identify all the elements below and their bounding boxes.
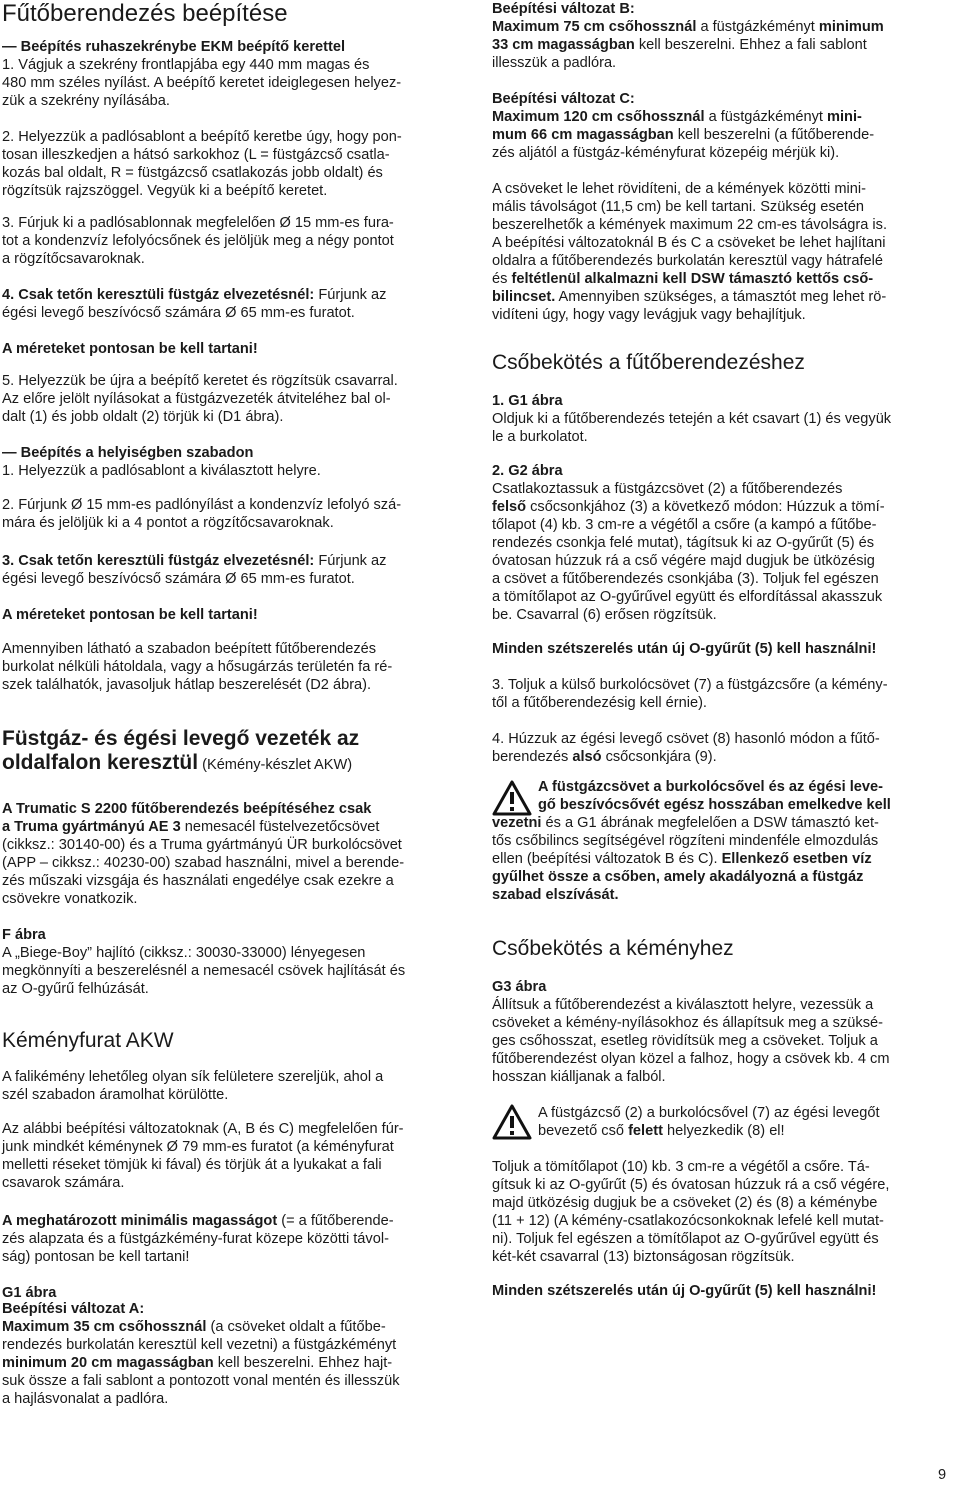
bold-text: minimum 20 cm magasságban [2,1355,214,1371]
text: berendezés [492,749,573,765]
text: Állítsuk a fűtőberendezést a kiválasztott helyre, vezessük a [492,997,874,1013]
left-text-line [2,444,253,462]
text: szek találhatók, javasoljuk hátlap beszerelését (D2 ábra). [2,677,372,693]
bold-text: Ellenkező esetben víz [721,851,872,867]
bold-text: Beépítési változat C: [492,91,635,107]
text: csavarok számára. [2,1175,125,1191]
text: az O-gyűrű felhúzását. [2,981,149,997]
right-text-line [492,588,882,606]
bold-text: Beépítési változat B: [492,1,635,17]
text: A falikémény lehetőleg olyan sík felületere szereljük, ahol a [2,1069,384,1085]
bold-text: 4. Csak tetőn keresztüli füstgáz elvezetésnél: [2,287,315,303]
text: a csövet a fűtőberendezés csonkjába (3). Toljuk fel egészen [492,571,879,587]
text: 2. Fúrjunk Ø 15 mm-es padlónyílást a kondenzvíz lefolyó szá- [2,497,402,513]
right-text-line [492,18,884,36]
right-text-line [492,886,619,904]
bold-text: — Beépítés a helyiségben szabadon [2,445,254,461]
text: melletti réseket tömjük ki fával) és törjük át a lyukakat a fali [2,1157,382,1173]
bold-text: 2. G2 ábra [492,463,563,479]
right-text-line [492,534,874,552]
text: ges csőhosszat, esetleg rövidítsük meg a csöveket. Toljuk a [492,1033,878,1049]
left-text-line [2,1212,394,1230]
text: illesszük a padlóra. [492,55,617,71]
right-text-line [492,730,880,748]
right-text-line [492,1158,870,1176]
text: Amennyiben szükséges, a támasztót meg lehet rö- [555,289,887,305]
left-text-line [2,514,334,532]
left-text-line [2,462,321,480]
text: zés műszaki vizsgája és használati engedélye csak ezekre a [2,873,394,889]
right-text-line [492,350,805,376]
right-text-line [492,814,879,832]
left-text-line [2,552,386,570]
bold-text: A méreteket pontosan be kell tartani! [2,341,258,357]
bold-text: G3 ábra [492,979,547,995]
text: fűtőberendezést olyan közel a falhoz, hogy a csövek kb. 4 cm [492,1051,890,1067]
right-text-line [538,778,883,796]
text: Toljuk a tömítőlapot (10) kb. 3 cm-re a végétől a csőre. Tá- [492,1159,870,1175]
warning-icon [492,780,536,820]
right-text-line [492,216,887,234]
left-text-line [2,1028,174,1054]
text: szél szabadon áramolhat körülötte. [2,1087,229,1103]
left-text-line [2,606,258,624]
right-text-line [492,392,563,410]
right-text-line [492,428,588,446]
left-text-line [2,146,390,164]
text: le a burkolatot. [492,429,588,445]
text: suk össze a fali sablont a pontozott vonal mentén és illesszük [2,1373,400,1389]
bold-text: felett [628,1123,663,1139]
text: től a fűtőberendezésig kell érnie). [492,695,707,711]
bold-text: bilincset. [492,289,556,305]
left-text-line [2,836,402,854]
left-text-line [2,890,137,908]
text: csöveket a kémény-nyílásokhoz és állapítsuk meg a szüksé- [492,1015,883,1031]
bold-text: gyűlhet össze a csőben, amely akadályozná a füstgáz [492,869,864,885]
text: 2. Helyezzük a padlósablont a beépítő keretbe úgy, hogy pon- [2,129,402,145]
text: majd ütközésig dugjuk be a csöveket (2) és (8) a kéménybe [492,1195,878,1211]
text: Az előre jelölt nyílásokat a füstgázvezeték átviteléhez bal ol- [2,391,391,407]
left-text-line [2,676,371,694]
left-text-line [2,38,345,56]
text: 5. Helyezzük be újra a beépítő keretet és rögzítsük csavarral. [2,373,398,389]
left-text-line [2,0,288,28]
bold-text: G1 ábra [2,1285,57,1301]
right-text-line [492,1032,878,1050]
left-text-line [2,1318,386,1336]
bold-text: mum 66 cm magasságban [492,127,674,143]
bold-text: F ábra [2,927,46,943]
text: Csőbekötés a kéményhez [492,937,734,960]
right-text-line [492,90,635,108]
left-text-line [2,1390,168,1408]
right-text-line [492,552,875,570]
left-text-line [2,640,376,658]
text: csőcsonkjához (3) a következő módon: Húzzuk a tömí- [526,499,885,515]
right-text-line [492,516,877,534]
right-text-line [492,1068,666,1086]
text: A csöveket le lehet rövidíteni, de a kémények közötti mini- [492,181,866,197]
bold-text: A meghatározott minimális magasságot [2,1213,278,1229]
right-text-line [492,694,707,712]
text: a hajlásvonalat a padlóra. [2,1391,169,1407]
right-text-line [492,480,842,498]
left-text-line [2,56,369,74]
left-text-line [2,726,359,752]
text: csőcsonkjára (9). [601,749,717,765]
text: junk mindkét kéménynek Ø 79 mm-es furatot (a kéményfurat [2,1139,394,1155]
bold-text: Beépítési változat A: [2,1301,145,1317]
text: kozás bal oldalt, R = füstgázcső csatlakozás jobb oldalt) és [2,165,383,181]
right-text-line [492,1212,884,1230]
text: (Kémény-készlet AKW) [198,757,353,773]
left-text-line [2,286,386,304]
left-text-line [2,214,394,232]
left-text-line [2,1230,389,1248]
right-text-line [538,1122,785,1140]
text: kell beszerelni. Ehhez a fali sablont [634,37,867,53]
right-text-line [492,288,886,306]
bold-text: minimum [818,19,884,35]
text: (cikksz.: 30140-00) és a Truma gyártmányú ÜR burkolócsövet [2,837,402,853]
left-text-line [2,1120,404,1138]
bold-text: A füstgázcsövet a burkolócsővel és az égési leve- [538,779,883,795]
bold-text: 3. Csak tetőn keresztüli füstgáz elvezetésnél: [2,553,315,569]
bold-text: szabad elszívását. [492,887,619,903]
text: zés aljától a füstgáz-kéményfurat közepéig mérjük ki). [492,145,840,161]
bold-text: vezetni [492,815,542,831]
text: bevezető cső [538,1123,629,1139]
text: hosszan kiálljanak a falból. [492,1069,666,1085]
page-number: 9 [938,1467,947,1483]
text: burkolat nélküli hátoldala, vagy a hősugárzás területén fa ré- [2,659,393,675]
left-text-line [2,1354,392,1372]
left-text-line [2,854,404,872]
left-text-line [2,1248,189,1266]
text: nemesacél füstelvezetőcsövet [180,819,380,835]
right-text-line [492,126,874,144]
right-text-line [492,1282,876,1300]
text: tosan illeszkedjen a hátsó sarkokhoz (L = füstgázcső csatla- [2,147,390,163]
right-text-line [492,850,872,868]
left-text-line [2,962,405,980]
left-text-line [2,1336,396,1354]
text: a tömítőlapot az O-gyűrűvel együtt és elfordítással akasszuk [492,589,883,605]
text: óvatosan húzzuk rá a cső végére majd dugjuk be ütközésig [492,553,875,569]
text: tős csőbilincs segítségével rögzíteni mindenféle elmozdulás [492,833,879,849]
text: ellen (beépítési változatok B és C). [492,851,722,867]
text: mára és jelöljük ki a 4 pontot a rögzítőcsavaroknak. [2,515,334,531]
left-text-line [2,800,371,818]
text: (APP – cikksz.: 40230-00) szabad használni, mivel a berende- [2,855,405,871]
right-text-line [492,1050,890,1068]
left-text-line [2,1372,400,1390]
text: gítsuk ki az O-gyűrűt (5) és óvatosan húzzuk rá a cső végére, [492,1177,890,1193]
text: Kéményfurat AKW [2,1029,174,1052]
left-text-line [2,1156,382,1174]
bold-text: mini- [827,109,862,125]
right-text-line [492,570,879,588]
left-text-line [2,1086,228,1104]
text: beszerelhetők a kémények maximum 22 cm-es távolságra is. [492,217,888,233]
left-text-line [2,340,258,358]
left-text-line [2,944,365,962]
right-text-line [492,252,883,270]
text: ság) pontosan be kell tartani! [2,1249,190,1265]
text: Az alábbi beépítési változatoknak (A, B és C) megfelelően fúr- [2,1121,404,1137]
right-text-line [492,640,876,658]
left-text-line [2,390,391,408]
text: rendezés csonkja felé mutat), tágítsuk ki az O-gyűrűt (5) és [492,535,875,551]
bold-text: Minden szétszerelés után új O-gyűrűt (5) kell használni! [492,641,877,657]
text: 3. Fúrjuk ki a padlósablonnak megfelelően Ø 15 mm-es fura- [2,215,394,231]
text: zés alapzata és a füstgázkémény-furat közepe közötti távol- [2,1231,389,1247]
bold-text: 1. G1 ábra [492,393,563,409]
text: mális távolságot (11,5 cm) be kell tartani. Szükség esetén [492,199,865,215]
text: kell beszerelni (a fűtőberende- [673,127,875,143]
right-text-line [492,108,862,126]
text: Oldjuk ki a fűtőberendezés tetején a két csavart (1) és vegyük [492,411,892,427]
left-text-line [2,92,170,110]
left-text-line [2,496,401,514]
bold-text: a Truma gyártmányú AE 3 [2,819,181,835]
right-text-line [492,978,546,996]
left-text-line [2,570,355,588]
left-text-line [2,182,327,200]
left-text-line [2,1068,383,1086]
text: csövekre vonatkozik. [2,891,138,907]
left-text-line [2,408,283,426]
text: a rögzítőcsavaroknak. [2,251,145,267]
right-text-line [492,270,873,288]
text: 480 mm széles nyílást. A beépítő keretet ideiglegesen helyez- [2,75,402,91]
right-text-line [492,498,885,516]
text: Fúrjunk az [314,553,387,569]
text: tőlapot (4) kb. 3 cm-re a végétől a csőre (a kampó a fűtőbe- [492,517,877,533]
right-text-line [492,1014,883,1032]
text: A „Biege-Boy” hajlító (cikksz.: 30030-33000) lényegesen [2,945,366,961]
bold-text: — Beépítés ruhaszekrénybe EKM beépítő kerettel [2,39,346,55]
right-text-line [492,936,734,962]
right-text-line [492,868,863,886]
left-text-line [2,872,394,890]
right-text-line [492,0,635,18]
text: rögzítsük rajzszöggel. Vegyük ki a beépítő keretet. [2,183,328,199]
right-text-line [492,36,867,54]
text: és [492,271,512,287]
bold-text: Füstgáz- és égési levegő vezeték az [2,727,360,750]
right-text-line [492,1230,879,1248]
left-text-line [2,1138,394,1156]
bold-text: Maximum 120 cm csőhossznál [492,109,705,125]
bold-text: Maximum 35 cm csőhossznál [2,1319,207,1335]
left-text-line [2,304,355,322]
text: rendezés burkolatán keresztül kell vezetni) a füstgázkéményt [2,1337,397,1353]
left-text-line [2,980,149,998]
warning-icon [492,1104,536,1144]
text: Csőbekötés a fűtőberendezéshez [492,351,805,374]
text: A füstgázcső (2) a burkolócsővel (7) az égési levegőt [538,1105,880,1121]
text: Amennyiben látható a szabadon beépített fűtőberendezés [2,641,377,657]
right-text-line [492,234,885,252]
right-text-line [492,1194,877,1212]
right-text-line [492,54,616,72]
text: két-két csavarral (13) biztonságosan rögzítsük. [492,1249,795,1265]
right-text-line [492,180,866,198]
bold-text: felső [492,499,527,515]
left-text-line [2,818,379,836]
bold-text: gő beszívócsővét egész hosszában emelkedve kell [538,797,891,813]
text: 1. Vágjuk a szekrény frontlapjába egy 440 mm magas és [2,57,370,73]
text: Fűtőberendezés beépítése [2,0,288,27]
right-text-line [492,1176,889,1194]
left-text-line [2,250,145,268]
text: a füstgázkéményt [704,109,828,125]
right-text-line [492,144,839,162]
text: 1. Helyezzük a padlósablont a kiválasztott helyre. [2,463,321,479]
left-text-line [2,658,392,676]
text: oldalra a fűtőberendezés burkolatán keresztül vagy hátrafelé [492,253,884,269]
right-text-line [492,198,864,216]
left-text-line [2,128,402,146]
left-text-line [2,1174,124,1192]
right-text-line [492,410,891,428]
bold-text: A Trumatic S 2200 fűtőberendezés beépítéséhez csak [2,801,372,817]
left-text-line [2,164,383,182]
text: 3. Toljuk a külső burkolócsövet (7) a füstgázcsőre (a kémény- [492,677,888,693]
bold-text: alsó [572,749,602,765]
text: és a G1 ábrának megfelelően a DSW támasztó ket- [541,815,879,831]
right-text-line [492,832,878,850]
text: égési levegő beszívócső számára Ø 65 mm-es furatot. [2,571,355,587]
text: megkönnyíti a beszerelésnél a nemesacél csövek hajlítását és [2,963,406,979]
text: helyezkedik (8) el! [662,1123,785,1139]
text: 4. Húzzuk az égési levegő csövet (8) hasonló módon a fűtő- [492,731,880,747]
right-text-line [492,748,717,766]
bold-text: 33 cm magasságban [492,37,635,53]
right-text-line [538,796,891,814]
text: dalt (1) és jobb oldalt (2) törjük ki (D1 ábra). [2,409,284,425]
text: (= a fűtőberende- [277,1213,394,1229]
left-text-line [2,372,398,390]
right-text-line [538,1104,880,1122]
text: ni). Toljuk fel egészen a tömítőlapot az O-gyűrűvel együtt és [492,1231,879,1247]
text: Fúrjunk az [314,287,387,303]
right-text-line [492,1248,795,1266]
right-text-line [492,606,717,624]
right-text-line [492,676,888,694]
bold-text: A méreteket pontosan be kell tartani! [2,607,258,623]
text: A beépítési változatoknál B és C a csöveket be lehet hajlítani [492,235,886,251]
bold-text: oldalfalon keresztül [2,751,199,774]
right-text-line [492,462,563,480]
left-text-line [2,1300,144,1318]
left-text-line [2,750,352,778]
bold-text: feltétlenül alkalmazni kell DSW támasztó kettős cső- [511,271,874,287]
text: zük a szekrény nyílásába. [2,93,170,109]
left-text-line [2,926,46,944]
text: a füstgázkéményt [696,19,819,35]
text: vidíteni úgy, hogy vagy levágjuk vagy behajlítjuk. [492,307,806,323]
left-text-line [2,74,401,92]
text: (a csöveket oldalt a fűtőbe- [206,1319,386,1335]
text: kell beszerelni. Ehhez hajt- [213,1355,393,1371]
right-text-line [492,996,873,1014]
bold-text: Maximum 75 cm csőhossznál [492,19,697,35]
left-text-line [2,232,394,250]
text: tot a kondenzvíz lefolyócsőnek és jelöljük meg a négy pontot [2,233,394,249]
bold-text: Minden szétszerelés után új O-gyűrűt (5) kell használni! [492,1283,877,1299]
right-text-line [492,306,806,324]
text: égési levegő beszívócső számára Ø 65 mm-es furatot. [2,305,355,321]
text: be. Csavarral (6) erősen rögzítsük. [492,607,717,623]
text: (11 + 12) (A kémény-csatlakozócsonkoknak lefelé kell mutat- [492,1213,884,1229]
text: Csatlakoztassuk a füstgázcsövet (2) a fűtőberendezés [492,481,843,497]
